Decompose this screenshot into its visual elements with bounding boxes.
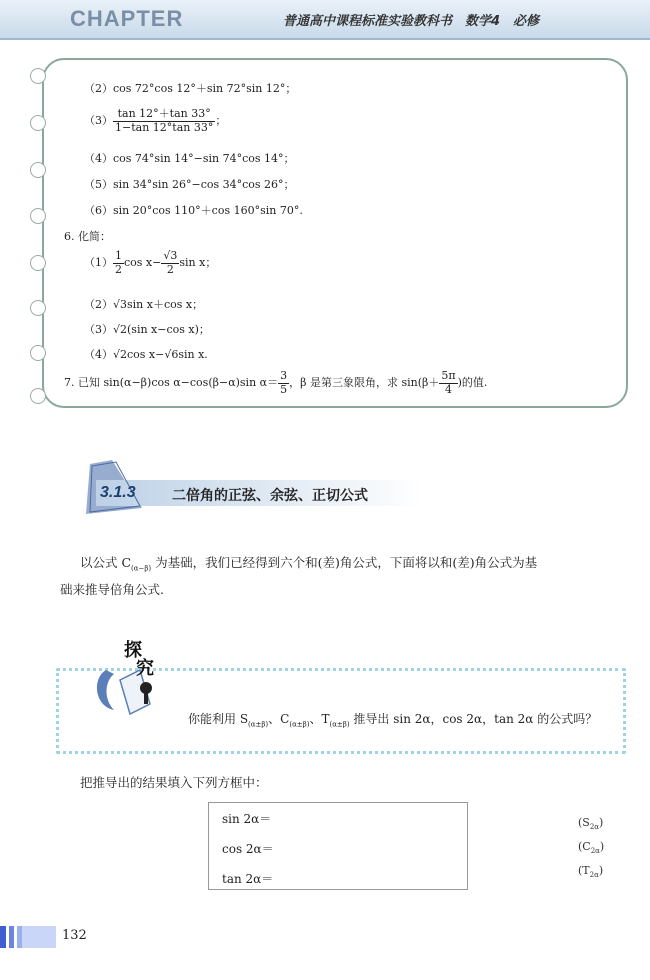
formula-tag-s [578,816,603,831]
expression-part: 的值. [461,376,488,390]
question-7 [64,370,487,396]
tag-letter: S [582,816,590,829]
exercise-label: （1） [84,256,113,270]
fraction-numerator: √3 [163,249,178,262]
binder-ring-icon [30,388,46,404]
fill-instruction: 把推导出的结果填入下列方框中： [80,775,268,790]
explore-label-2: 究 [136,658,154,679]
fraction-denominator: 2 [166,262,174,276]
fraction [113,250,124,276]
expression-part: sin x； [179,256,217,270]
formula-tag-t [578,864,603,879]
expression-part: ) [457,376,462,390]
tag-paren: ) [598,864,604,877]
expression-part: cos x− [124,256,162,270]
explore-text: 你能利用 S [188,712,249,726]
fraction-numerator: 1 [115,249,122,262]
intro-subscript: (α−β) [131,564,152,573]
sin-2a-label: sin 2α＝ [222,812,272,826]
binder-ring-icon [30,68,46,84]
binder-ring-icon [30,115,46,131]
binder-ring-icon [30,162,46,178]
fraction [161,250,179,276]
tan-2a-label: tan 2α＝ [222,872,274,886]
explore-text: 、T [309,712,330,726]
fraction-numerator: 3 [280,369,288,382]
tag-paren: ) [599,840,605,853]
expression-part: 7. 已知 sin(α−β)cos α−cos(β−α)sin α＝ [64,376,279,390]
binder-ring-icon [30,345,46,361]
tag-subscript: 2α [589,871,599,880]
section-title: 二倍角的正弦、余弦、正切公式 [172,488,368,504]
fraction [439,370,457,396]
exercise-item [84,108,226,134]
fraction [278,370,289,396]
exercise-item: （2）cos 72°cos 12°＋sin 72°sin 12°； [84,82,297,95]
tag-letter: T [582,864,590,877]
page-number: 132 [62,928,87,943]
fraction-numerator: tan 12°＋tan 33° [113,108,215,122]
exercise-item [84,250,216,276]
fraction-denominator: 2 [115,262,122,276]
fraction-denominator: 5 [280,382,288,396]
binder-ring-icon [30,255,46,271]
fraction [113,108,215,134]
intro-text: 为基础，我们已经得到六个和(差)角公式，下面将以和(差)角公式为基 [151,555,538,570]
explore-subscript: (α±β) [289,720,310,729]
fraction-denominator: 4 [444,382,452,396]
tag-subscript: 2α [589,823,600,832]
explore-question [188,706,597,737]
intro-paragraph-line2: 础来推导倍角公式. [60,582,164,597]
exercise-item: （5）sin 34°sin 26°−cos 34°cos 26°； [84,178,295,191]
exercise-label: （3） [84,114,113,128]
binder-ring-icon [30,300,46,316]
tag-paren: ( [578,840,583,853]
exercise-item: （3）√2(sin x−cos x)； [84,323,210,336]
formula-tag-c [578,840,604,855]
question-6: 6. 化简： [64,230,111,243]
explore-subscript: (α±β) [329,720,350,729]
footer-bar [0,926,56,948]
explore-label: 探 [124,640,142,661]
binder-ring-icon [30,208,46,224]
tag-paren: ( [578,864,583,877]
tag-paren: ) [599,816,604,829]
fraction-denominator: 1−tan 12°tan 33° [115,120,214,134]
exercise-item: （4）√2cos x−√6sin x. [84,348,208,361]
fraction-numerator: 5π [441,369,456,382]
section-number: 3.1.3 [100,484,136,501]
explore-subscript: (α±β) [248,720,269,729]
expression-part: (β＋ [417,376,440,390]
cos-2a-label: cos 2α＝ [222,842,274,856]
exercise-item: （2）√3sin x＋cos x； [84,298,204,311]
tag-letter: C [582,840,591,853]
explore-text: 推导出 sin 2α，cos 2α，tan 2α 的公式吗？ [349,712,598,726]
intro-text: 以公式 C [80,555,132,570]
exercise-item: （6）sin 20°cos 110°＋cos 160°sin 70°. [84,204,303,217]
expression-part: ，β 是第三象限角，求 sin [289,376,418,390]
exercise-item: （4）cos 74°sin 14°−sin 74°cos 14°； [84,152,295,165]
page-header [0,0,650,40]
tag-paren: ( [578,816,583,829]
chapter-label: CHAPTER [70,6,184,31]
explore-text: 、C [268,712,290,726]
tag-subscript: 2α [590,847,600,856]
exercise-end: ； [215,114,227,128]
book-title: 普通高中课程标准实验教科书 数学4 必修 [283,14,540,29]
